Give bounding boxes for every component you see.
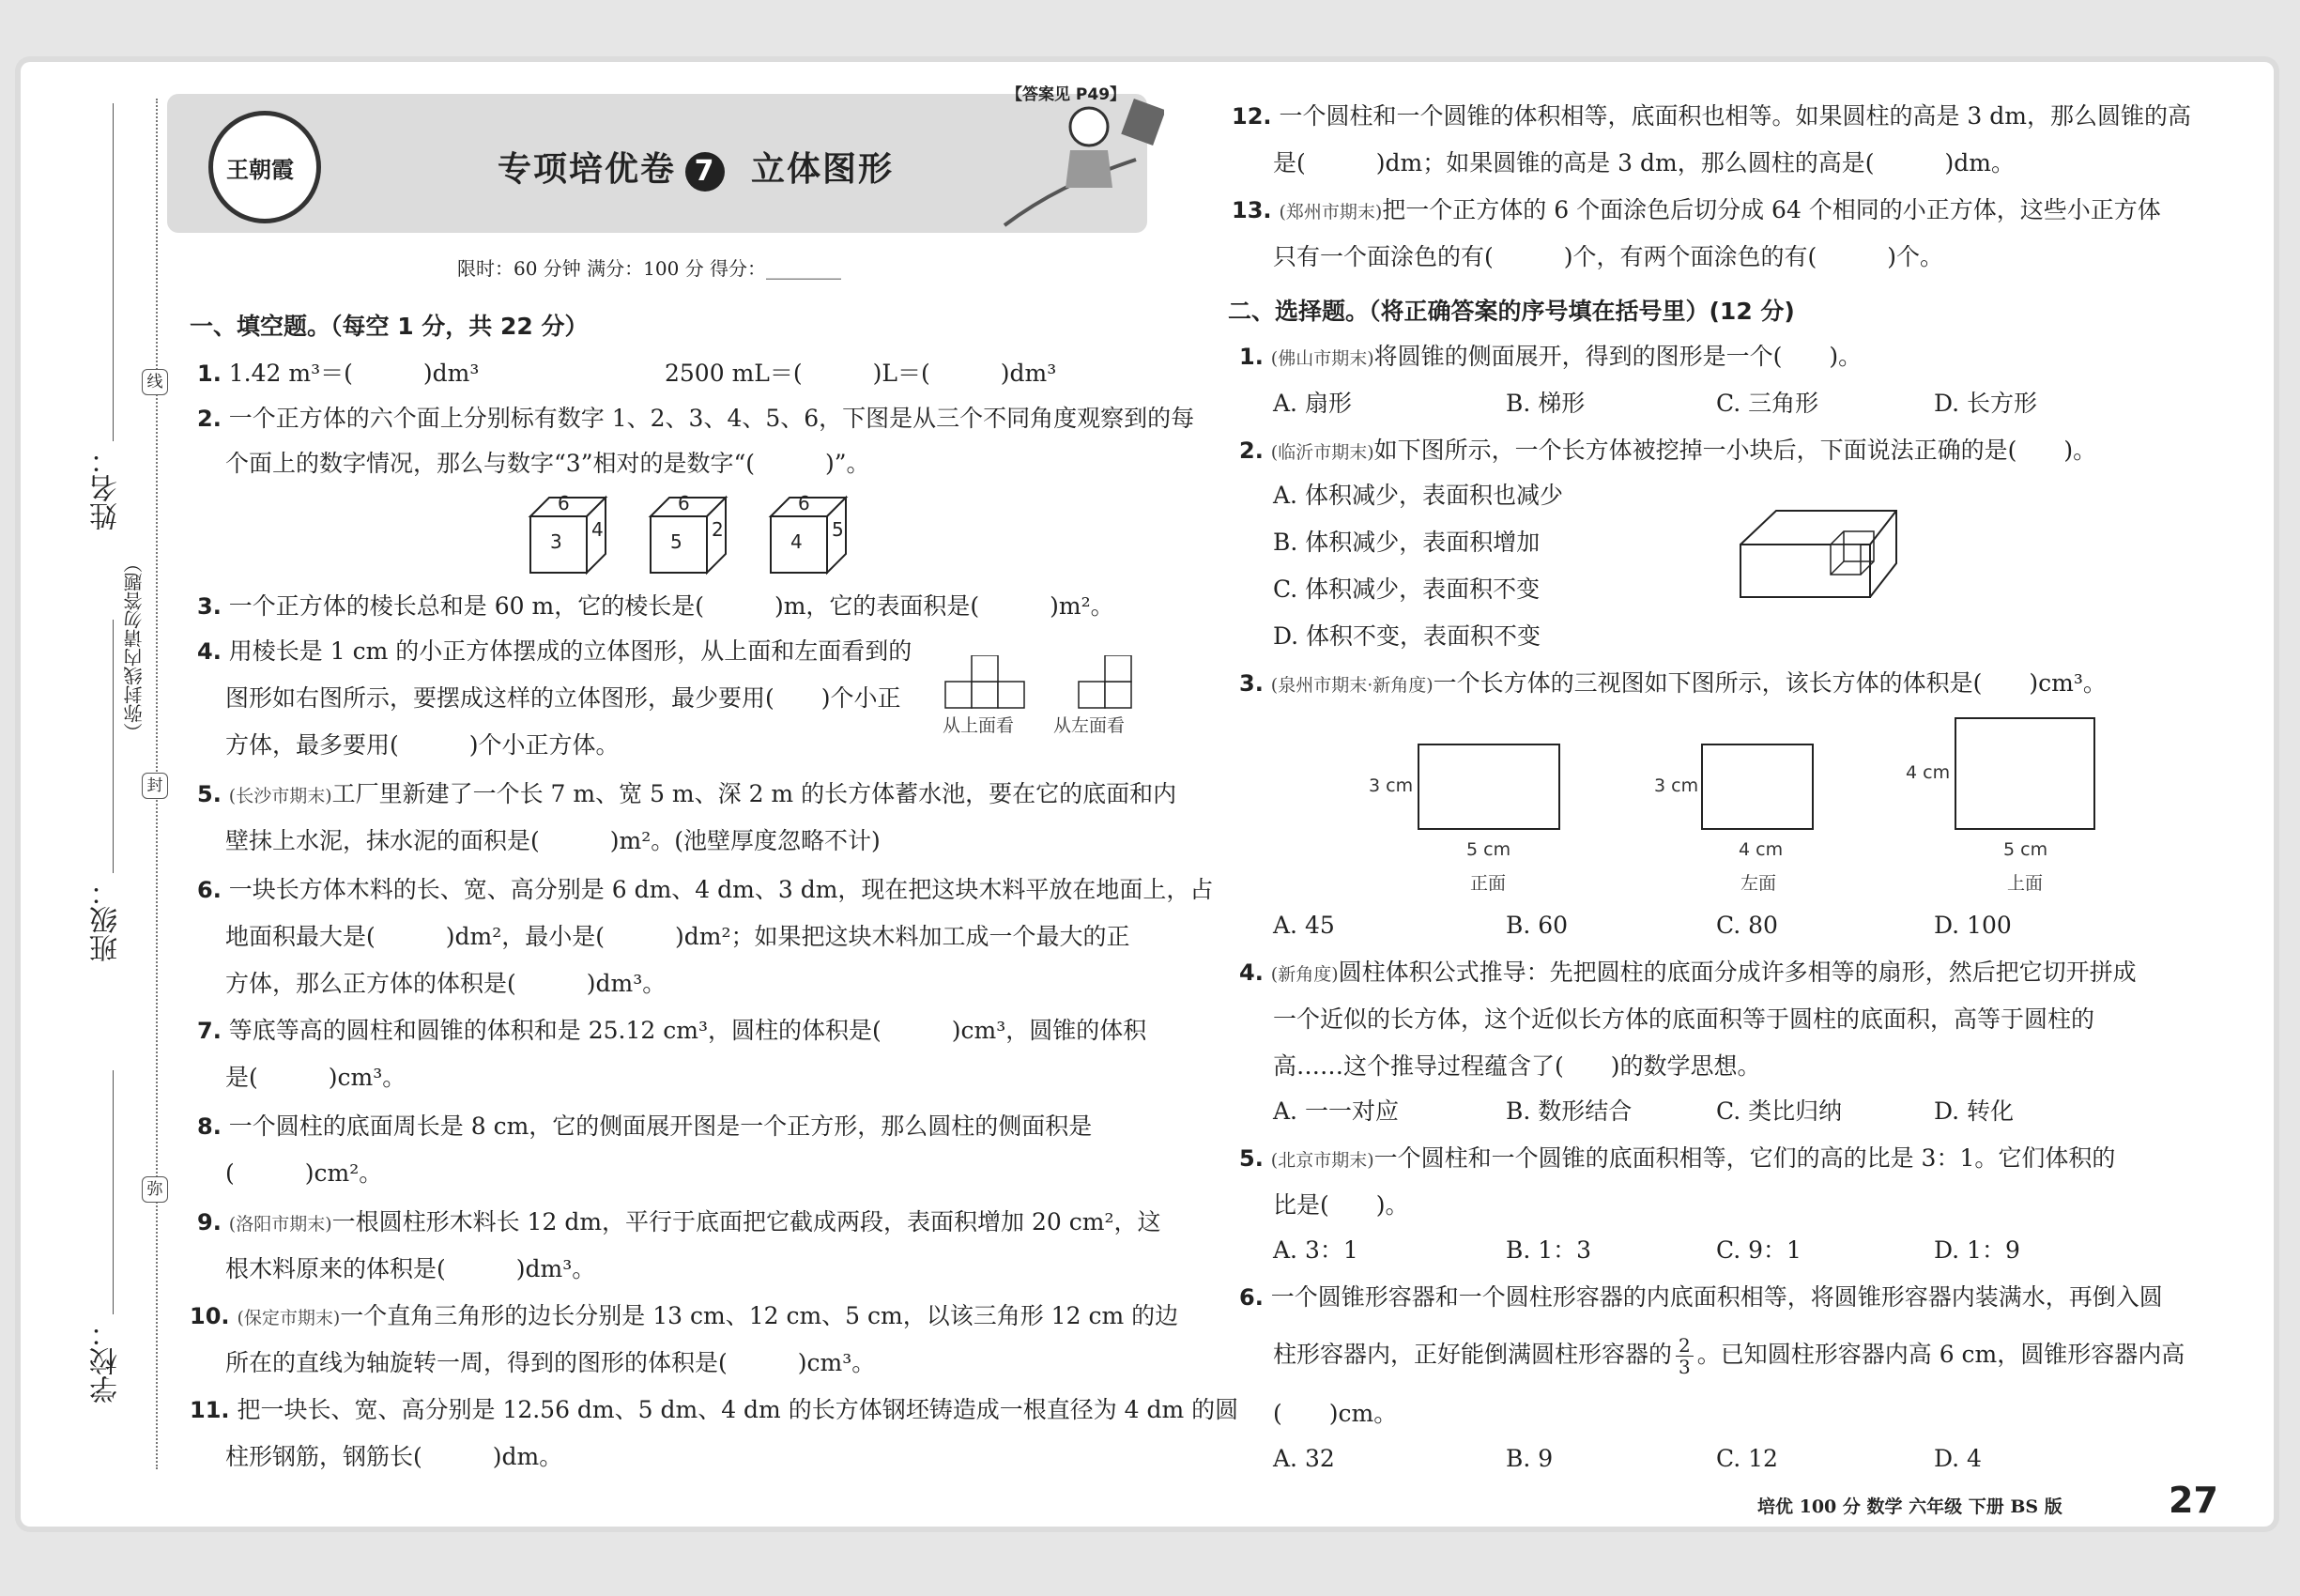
c3-option-d[interactable]: D. 100 [1934, 912, 2012, 939]
c2-option-a[interactable]: A. 体积减少，表面积也减少 [1273, 482, 1563, 509]
q5-source: (长沙市期末) [228, 786, 332, 806]
q11-line2: 柱形钢筋，钢筋长( )dm。 [225, 1443, 563, 1470]
c2-option-c[interactable]: C. 体积减少，表面积不变 [1273, 575, 1541, 603]
school-label: 学校： [90, 1319, 123, 1404]
q2-line2: 个面上的数字情况，那么与数字“3”相对的是数字“( )”。 [225, 450, 870, 477]
c3-left-view-name: 左面 [1740, 873, 1777, 894]
q4-text1: 用棱长是 1 cm 的小正方体摆成的立体图形，从上面和左面看到的 [228, 637, 912, 665]
c6-option-a[interactable]: A. 32 [1273, 1445, 1335, 1472]
cube2-right-number: 2 [712, 518, 724, 541]
q11-line1 [190, 1393, 1238, 1427]
q4-number: 4. [197, 638, 222, 665]
c1-line [1239, 340, 1862, 376]
q9-source: (洛阳市期末) [228, 1214, 332, 1235]
c3-line [1239, 667, 2107, 702]
c4-line1 [1239, 956, 2137, 991]
c6-line3: ( )cm。 [1273, 1400, 1398, 1427]
seal-mark-feng: 封 [142, 773, 168, 799]
cube1-front-number: 3 [550, 530, 562, 553]
c1-source: (佛山市期末) [1270, 348, 1374, 369]
section2-heading: 二、选择题。（将正确答案的序号填在括号里）(12 分) [1228, 298, 1795, 325]
c3-option-a[interactable]: A. 45 [1273, 912, 1335, 939]
c3-number: 3. [1239, 670, 1264, 697]
c1-option-b[interactable]: B. 梯形 [1506, 390, 1586, 417]
q8-number: 8. [197, 1113, 222, 1140]
c2-carved-cuboid-figure [1739, 507, 1898, 601]
c3-top-view-width: 5 cm [2003, 839, 2048, 860]
c3-left-view-height: 3 cm [1654, 775, 1699, 796]
q2-number: 2. [197, 406, 222, 432]
q3-text: 一个正方体的棱长总和是 60 m，它的棱长是( )m，它的表面积是( )m²。 [228, 592, 1114, 620]
c5-source: (北京市期末) [1270, 1150, 1374, 1171]
page-number: 27 [2169, 1480, 2218, 1521]
c5-option-b[interactable]: B. 1：3 [1506, 1236, 1592, 1264]
q4-line2: 图形如右图所示，要摆成这样的立体图形，最少要用( )个小正 [225, 684, 901, 712]
c6-line2 [1273, 1335, 2185, 1377]
q6-text1: 一块长方体木料的长、宽、高分别是 6 dm、4 dm、3 dm，现在把这块木料平放在地面上，占 [228, 876, 1214, 903]
section1-heading: 一、填空题。（每空 1 分，共 22 分） [190, 313, 589, 340]
q12-text1: 一个圆柱和一个圆锥的体积相等，底面积也相等。如果圆柱的高是 3 dm，那么圆锥的高 [1279, 102, 2191, 130]
c4-option-a[interactable]: A. 一一对应 [1273, 1097, 1399, 1125]
c1-option-d[interactable]: D. 长方形 [1934, 390, 2038, 417]
title-number: 7 [685, 152, 725, 192]
q5-line2: 壁抹上水泥，抹水泥的面积是( )m²。(池壁厚度忽略不计) [225, 827, 881, 854]
q4-left-view [1077, 655, 1135, 710]
q6-number: 6. [197, 877, 222, 903]
c6-fraction-numerator: 2 [1676, 1335, 1694, 1357]
q10-text1: 一个直角三角形的边长分别是 13 cm、12 cm、5 cm，以该三角形 12 cm 的边 [340, 1302, 1179, 1329]
q6-line2: 地面积最大是( )dm²，最小是( )dm²；如果把这块木料加工成一个最大的正 [225, 923, 1130, 950]
q10-number: 10. [190, 1303, 230, 1329]
c1-text: 将圆锥的侧面展开，得到的图形是一个( )。 [1373, 343, 1863, 370]
c5-number: 5. [1239, 1145, 1264, 1172]
q5-number: 5. [197, 781, 222, 807]
q1-text-a: 1.42 m³＝( )dm³ [228, 360, 480, 387]
c5-line1 [1239, 1142, 2115, 1177]
q8-text1: 一个圆柱的底面周长是 8 cm，它的侧面展开图是一个正方形，那么圆柱的侧面积是 [228, 1113, 1093, 1140]
q3-number: 3. [197, 593, 222, 620]
q9-text1: 一根圆柱形木料长 12 dm，平行于底面把它截成两段，表面积增加 20 cm²，这 [331, 1208, 1161, 1235]
c2-source: (临沂市期末) [1270, 442, 1374, 463]
q6-line3: 方体，那么正方体的体积是( )dm³。 [225, 970, 667, 997]
q7-line2: 是( )cm³。 [225, 1064, 406, 1091]
c1-number: 1. [1239, 344, 1264, 370]
q5-text1: 工厂里新建了一个长 7 m、宽 5 m、深 2 m 的长方体蓄水池，要在它的底面和内 [331, 780, 1177, 807]
q10-source: (保定市期末) [237, 1308, 341, 1328]
c4-text1: 圆柱体积公式推导：先把圆柱的底面分成许多相等的扇形，然后把它切开拼成 [1338, 959, 2137, 986]
c6-fraction-denominator: 3 [1679, 1356, 1691, 1378]
c6-text2b: 。已知圆柱形容器内高 6 cm，圆锥形容器内高 [1696, 1341, 2185, 1368]
c3-front-view-height: 3 cm [1369, 775, 1414, 796]
c6-line1 [1239, 1281, 2163, 1314]
c5-option-c[interactable]: C. 9：1 [1716, 1236, 1802, 1264]
school-underline [113, 1070, 114, 1314]
c3-front-view-rect [1418, 744, 1560, 830]
q5-line1 [197, 777, 1176, 813]
c3-top-view-name: 上面 [2007, 873, 2044, 894]
q2-line1 [197, 402, 1194, 436]
c3-text: 一个长方体的三视图如下图所示，该长方体的体积是( )cm³。 [1433, 669, 2107, 697]
q1 [197, 357, 479, 391]
q4-top-view-label: 从上面看 [943, 715, 1015, 736]
c3-top-view-rect [1955, 717, 2095, 830]
q2-text1: 一个正方体的六个面上分别标有数字 1、2、3、4、5、6，下图是从三个不同角度观察到的每 [228, 405, 1195, 432]
q1-number: 1. [197, 361, 222, 387]
page-title [498, 143, 894, 192]
q1-text-b: 2500 mL＝( )L＝( )dm³ [665, 360, 1057, 387]
c4-source: (新角度) [1270, 964, 1339, 985]
name-underline [113, 103, 114, 441]
title-part1: 专项培优卷 [498, 150, 677, 189]
c4-option-c[interactable]: C. 类比归纳 [1716, 1097, 1843, 1125]
q11-number: 11. [190, 1397, 230, 1423]
mascot-illustration [986, 84, 1164, 230]
c5-line2: 比是( )。 [1273, 1191, 1409, 1219]
q13-line1 [1232, 193, 2161, 229]
c1-option-c[interactable]: C. 三角形 [1716, 390, 1819, 417]
c6-text2a: 柱形容器内，正好能倒满圆柱形容器的 [1273, 1341, 1673, 1368]
cube1-top-number: 6 [558, 492, 570, 514]
q6-line1 [197, 873, 1213, 907]
q8-line1 [197, 1110, 1092, 1143]
c2-option-d[interactable]: D. 体积不变，表面积不变 [1273, 622, 1541, 650]
q10-line1 [190, 1299, 1178, 1335]
c6-option-c[interactable]: C. 12 [1716, 1445, 1778, 1472]
q7-line1 [197, 1014, 1146, 1048]
seal-notice: （弥封线内请勿答题） [123, 554, 146, 742]
c3-option-c[interactable]: C. 80 [1716, 912, 1778, 939]
logo-text: 王朝霞 [226, 156, 294, 183]
q11-text1: 把一块长、宽、高分别是 12.56 dm、5 dm、4 dm 的长方体钢坯铸造成一根直径为 4 dm 的圆 [237, 1396, 1239, 1423]
cube2-front-number: 5 [670, 530, 682, 553]
title-part2: 立体图形 [751, 150, 895, 189]
q9-number: 9. [197, 1209, 222, 1235]
c2-text: 如下图所示，一个长方体被挖掉一小块后，下面说法正确的是( )。 [1373, 437, 2097, 464]
q13-line2: 只有一个面涂色的有( )个，有两个面涂色的有( )个。 [1273, 243, 1944, 270]
c2-option-b[interactable]: B. 体积减少，表面积增加 [1273, 529, 1541, 556]
c3-front-view-width: 5 cm [1466, 839, 1511, 860]
q4-line3: 方体，最多要用( )个小正方体。 [225, 731, 620, 759]
class-label: 班级： [90, 878, 123, 962]
c4-option-d[interactable]: D. 转化 [1934, 1097, 2015, 1125]
cube3-right-number: 5 [832, 518, 844, 541]
cube3-front-number: 4 [790, 530, 803, 553]
c3-option-b[interactable]: B. 60 [1506, 912, 1569, 939]
q8-line2: ( )cm²。 [225, 1159, 383, 1187]
c5-option-d[interactable]: D. 1：9 [1934, 1236, 2020, 1264]
q4-top-view [943, 655, 1028, 710]
c3-left-view-rect [1701, 744, 1814, 830]
c4-line2: 一个近似的长方体，这个近似长方体的底面积等于圆柱的底面积，高等于圆柱的 [1273, 1005, 2095, 1033]
c6-option-d[interactable]: D. 4 [1934, 1445, 1982, 1472]
q13-source: (郑州市期末) [1279, 202, 1383, 223]
q12-number: 12. [1232, 103, 1272, 130]
class-underline [113, 620, 114, 873]
q12-line1 [1232, 100, 2191, 133]
cube3-top-number: 6 [798, 492, 810, 514]
c5-text1: 一个圆柱和一个圆锥的底面积相等，它们的高的比是 3：1。它们体积的 [1373, 1144, 2116, 1172]
c6-number: 6. [1239, 1284, 1264, 1311]
c1-option-a[interactable]: A. 扇形 [1273, 390, 1352, 417]
c3-left-view-width: 4 cm [1739, 839, 1784, 860]
q12-line2: 是( )dm；如果圆锥的高是 3 dm，那么圆柱的高是( )dm。 [1273, 149, 2015, 176]
q4-line1 [197, 635, 912, 668]
cube2-top-number: 6 [678, 492, 690, 514]
c4-line3: 高……这个推导过程蕴含了( )的数学思想。 [1273, 1052, 1761, 1080]
footer-info: 培优 100 分 数学 六年级 下册 BS 版 [1757, 1496, 2062, 1517]
c6-option-b[interactable]: B. 9 [1506, 1445, 1554, 1472]
logo-badge [208, 111, 321, 223]
seal-mark-mi: 弥 [142, 1176, 168, 1203]
c2-line [1239, 434, 2096, 469]
c2-number: 2. [1239, 437, 1264, 464]
cube1-right-number: 4 [591, 518, 604, 541]
q9-line2: 根木料原来的体积是( )dm³。 [225, 1255, 596, 1282]
answer-reference: 【答案见 P49】 [1006, 85, 1127, 104]
q13-number: 13. [1232, 197, 1272, 223]
c4-number: 4. [1239, 959, 1264, 986]
c6-fraction [1676, 1335, 1694, 1377]
exam-info: 限时：60 分钟 满分：100 分 得分：________ [457, 257, 842, 280]
q7-number: 7. [197, 1018, 222, 1044]
name-label: 姓名： [90, 446, 123, 530]
c5-option-a[interactable]: A. 3：1 [1273, 1236, 1358, 1264]
q3 [197, 590, 1114, 623]
c3-source: (泉州市期末·新角度) [1270, 675, 1434, 696]
q7-text1: 等底等高的圆柱和圆锥的体积和是 25.12 cm³，圆柱的体积是( )cm³，圆锥的体积 [228, 1017, 1147, 1044]
c4-option-b[interactable]: B. 数形结合 [1506, 1097, 1633, 1125]
c3-front-view-name: 正面 [1470, 873, 1507, 894]
q9-line1 [197, 1205, 1160, 1241]
q13-text1: 把一个正方体的 6 个面涂色后切分成 64 个相同的小正方体，这些小正方体 [1382, 196, 2161, 223]
q4-left-view-label: 从左面看 [1053, 715, 1126, 736]
c6-text1: 一个圆锥形容器和一个圆柱形容器的内底面积相等，将圆锥形容器内装满水，再倒入圆 [1270, 1283, 2163, 1311]
c3-top-view-height: 4 cm [1906, 762, 1951, 783]
seal-mark-xian: 线 [142, 369, 168, 395]
q10-line2: 所在的直线为轴旋转一周，得到的图形的体积是( )cm³。 [225, 1349, 876, 1376]
